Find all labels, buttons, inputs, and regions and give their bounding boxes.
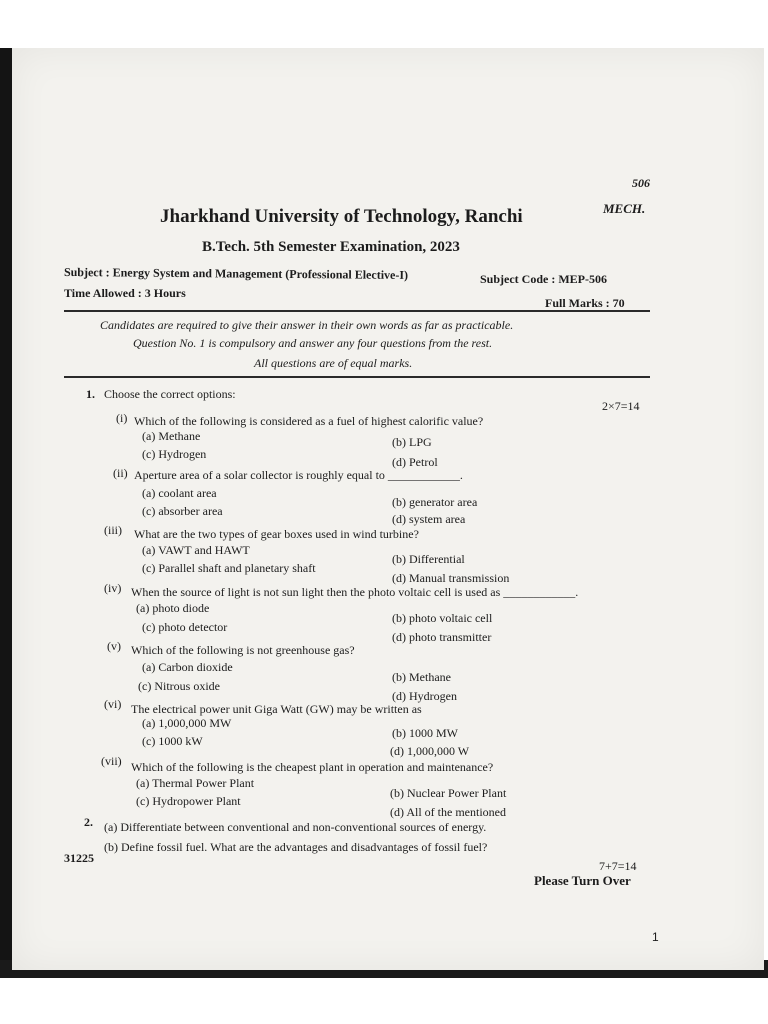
question-2-marks: 7+7=14 [599, 859, 637, 873]
question-1-iii-option-d: (d) Manual transmission [392, 571, 510, 585]
instruction-line-3: All questions are of equal marks. [254, 356, 413, 370]
full-marks: Full Marks : 70 [545, 296, 625, 310]
time-allowed: Time Allowed : 3 Hours [64, 286, 186, 300]
question-1-iv-option-b: (b) photo voltaic cell [392, 611, 493, 625]
university-title: Jharkhand University of Technology, Ranchi [160, 206, 523, 227]
question-1-v-option-c: (c) Nitrous oxide [138, 679, 220, 693]
question-2-part-b: (b) Define fossil fuel. What are the advantages and disadvantages of fossil fuel? [104, 840, 488, 854]
exam-title: B.Tech. 5th Semester Examination, 2023 [202, 239, 460, 255]
question-1-iii-text: What are the two types of gear boxes used in wind turbine? [134, 527, 419, 541]
question-1-i-option-b: (b) LPG [392, 435, 432, 449]
question-1-vi-option-d: (d) 1,000,000 W [390, 744, 470, 758]
question-1-vi-text: The electrical power unit Giga Watt (GW) may be written as [131, 702, 422, 716]
question-1-ii-option-b: (b) generator area [392, 495, 478, 509]
question-1-i-text: Which of the following is considered as a fuel of highest calorific value? [134, 414, 484, 428]
question-1-number: 1. [86, 387, 95, 401]
question-1-ii-option-a: (a) coolant area [142, 486, 217, 500]
page-number: 1 [652, 930, 659, 944]
question-1-iv-text: When the source of light is not sun light then the photo voltaic cell is used as ____________. [131, 585, 579, 599]
header-rule-top [64, 310, 650, 312]
question-1-v-option-a: (a) Carbon dioxide [142, 660, 233, 674]
question-1-vii-text: Which of the following is the cheapest plant in operation and maintenance? [131, 760, 494, 774]
question-1-iii-number: (iii) [104, 523, 122, 537]
question-1-vii-option-c: (c) Hydropower Plant [136, 794, 241, 808]
please-turn-over: Please Turn Over [534, 873, 631, 888]
instruction-line-2: Question No. 1 is compulsory and answer any four questions from the rest. [133, 336, 493, 350]
background-bottom [0, 978, 768, 1024]
question-1-vi-option-a: (a) 1,000,000 MW [142, 716, 232, 730]
question-1-iii-option-c: (c) Parallel shaft and planetary shaft [142, 561, 316, 575]
question-2-number: 2. [84, 815, 93, 829]
question-1-ii-option-d: (d) system area [392, 512, 466, 526]
question-1-vi-option-b: (b) 1000 MW [392, 726, 458, 740]
question-1-i-option-c: (c) Hydrogen [142, 447, 207, 461]
background-top [0, 0, 768, 48]
subject-line: Subject : Energy System and Management (Professional Elective-I) [63, 265, 409, 283]
question-1-vii-option-b: (b) Nuclear Power Plant [390, 786, 507, 800]
question-1-ii-option-c: (c) absorber area [142, 504, 223, 518]
subject-code: Subject Code : MEP-506 [480, 272, 607, 286]
question-1-i-option-a: (a) Methane [142, 429, 201, 443]
question-1-vii-number: (vii) [101, 754, 122, 768]
question-1-iv-number: (iv) [104, 581, 122, 595]
question-1-v-number: (v) [107, 639, 121, 653]
question-1-iv-option-c: (c) photo detector [142, 620, 228, 634]
question-1-v-text: Which of the following is not greenhouse gas? [131, 643, 355, 657]
branch-label: MECH. [603, 201, 646, 216]
question-1-vii-option-d: (d) All of the mentioned [390, 805, 506, 819]
instruction-line-1: Candidates are required to give their answer in their own words as far as practicable. [100, 318, 514, 332]
question-1-iv-option-a: (a) photo diode [136, 601, 210, 615]
question-1-v-option-d: (d) Hydrogen [392, 689, 457, 703]
question-1-v-option-b: (b) Methane [392, 670, 451, 684]
question-1-iii-option-b: (b) Differential [392, 552, 465, 566]
question-1-stem: Choose the correct options: [104, 387, 236, 401]
question-2-part-a: (a) Differentiate between conventional and non-conventional sources of energy. [104, 820, 487, 834]
paper-code: 506 [632, 176, 650, 190]
question-1-ii-text: Aperture area of a solar collector is roughly equal to ____________. [134, 468, 463, 482]
question-1-vii-option-a: (a) Thermal Power Plant [136, 776, 255, 790]
paper-serial-code: 31225 [64, 851, 94, 865]
question-1-vi-option-c: (c) 1000 kW [142, 734, 203, 748]
question-1-iv-option-d: (d) photo transmitter [392, 630, 492, 644]
question-1-i-number: (i) [116, 411, 128, 425]
question-1-marks: 2×7=14 [602, 399, 640, 413]
question-1-vi-number: (vi) [104, 697, 122, 711]
header-rule-bottom [64, 376, 650, 378]
question-1-iii-option-a: (a) VAWT and HAWT [142, 543, 250, 557]
question-1-i-option-d: (d) Petrol [392, 455, 438, 469]
question-1-ii-number: (ii) [113, 466, 128, 480]
